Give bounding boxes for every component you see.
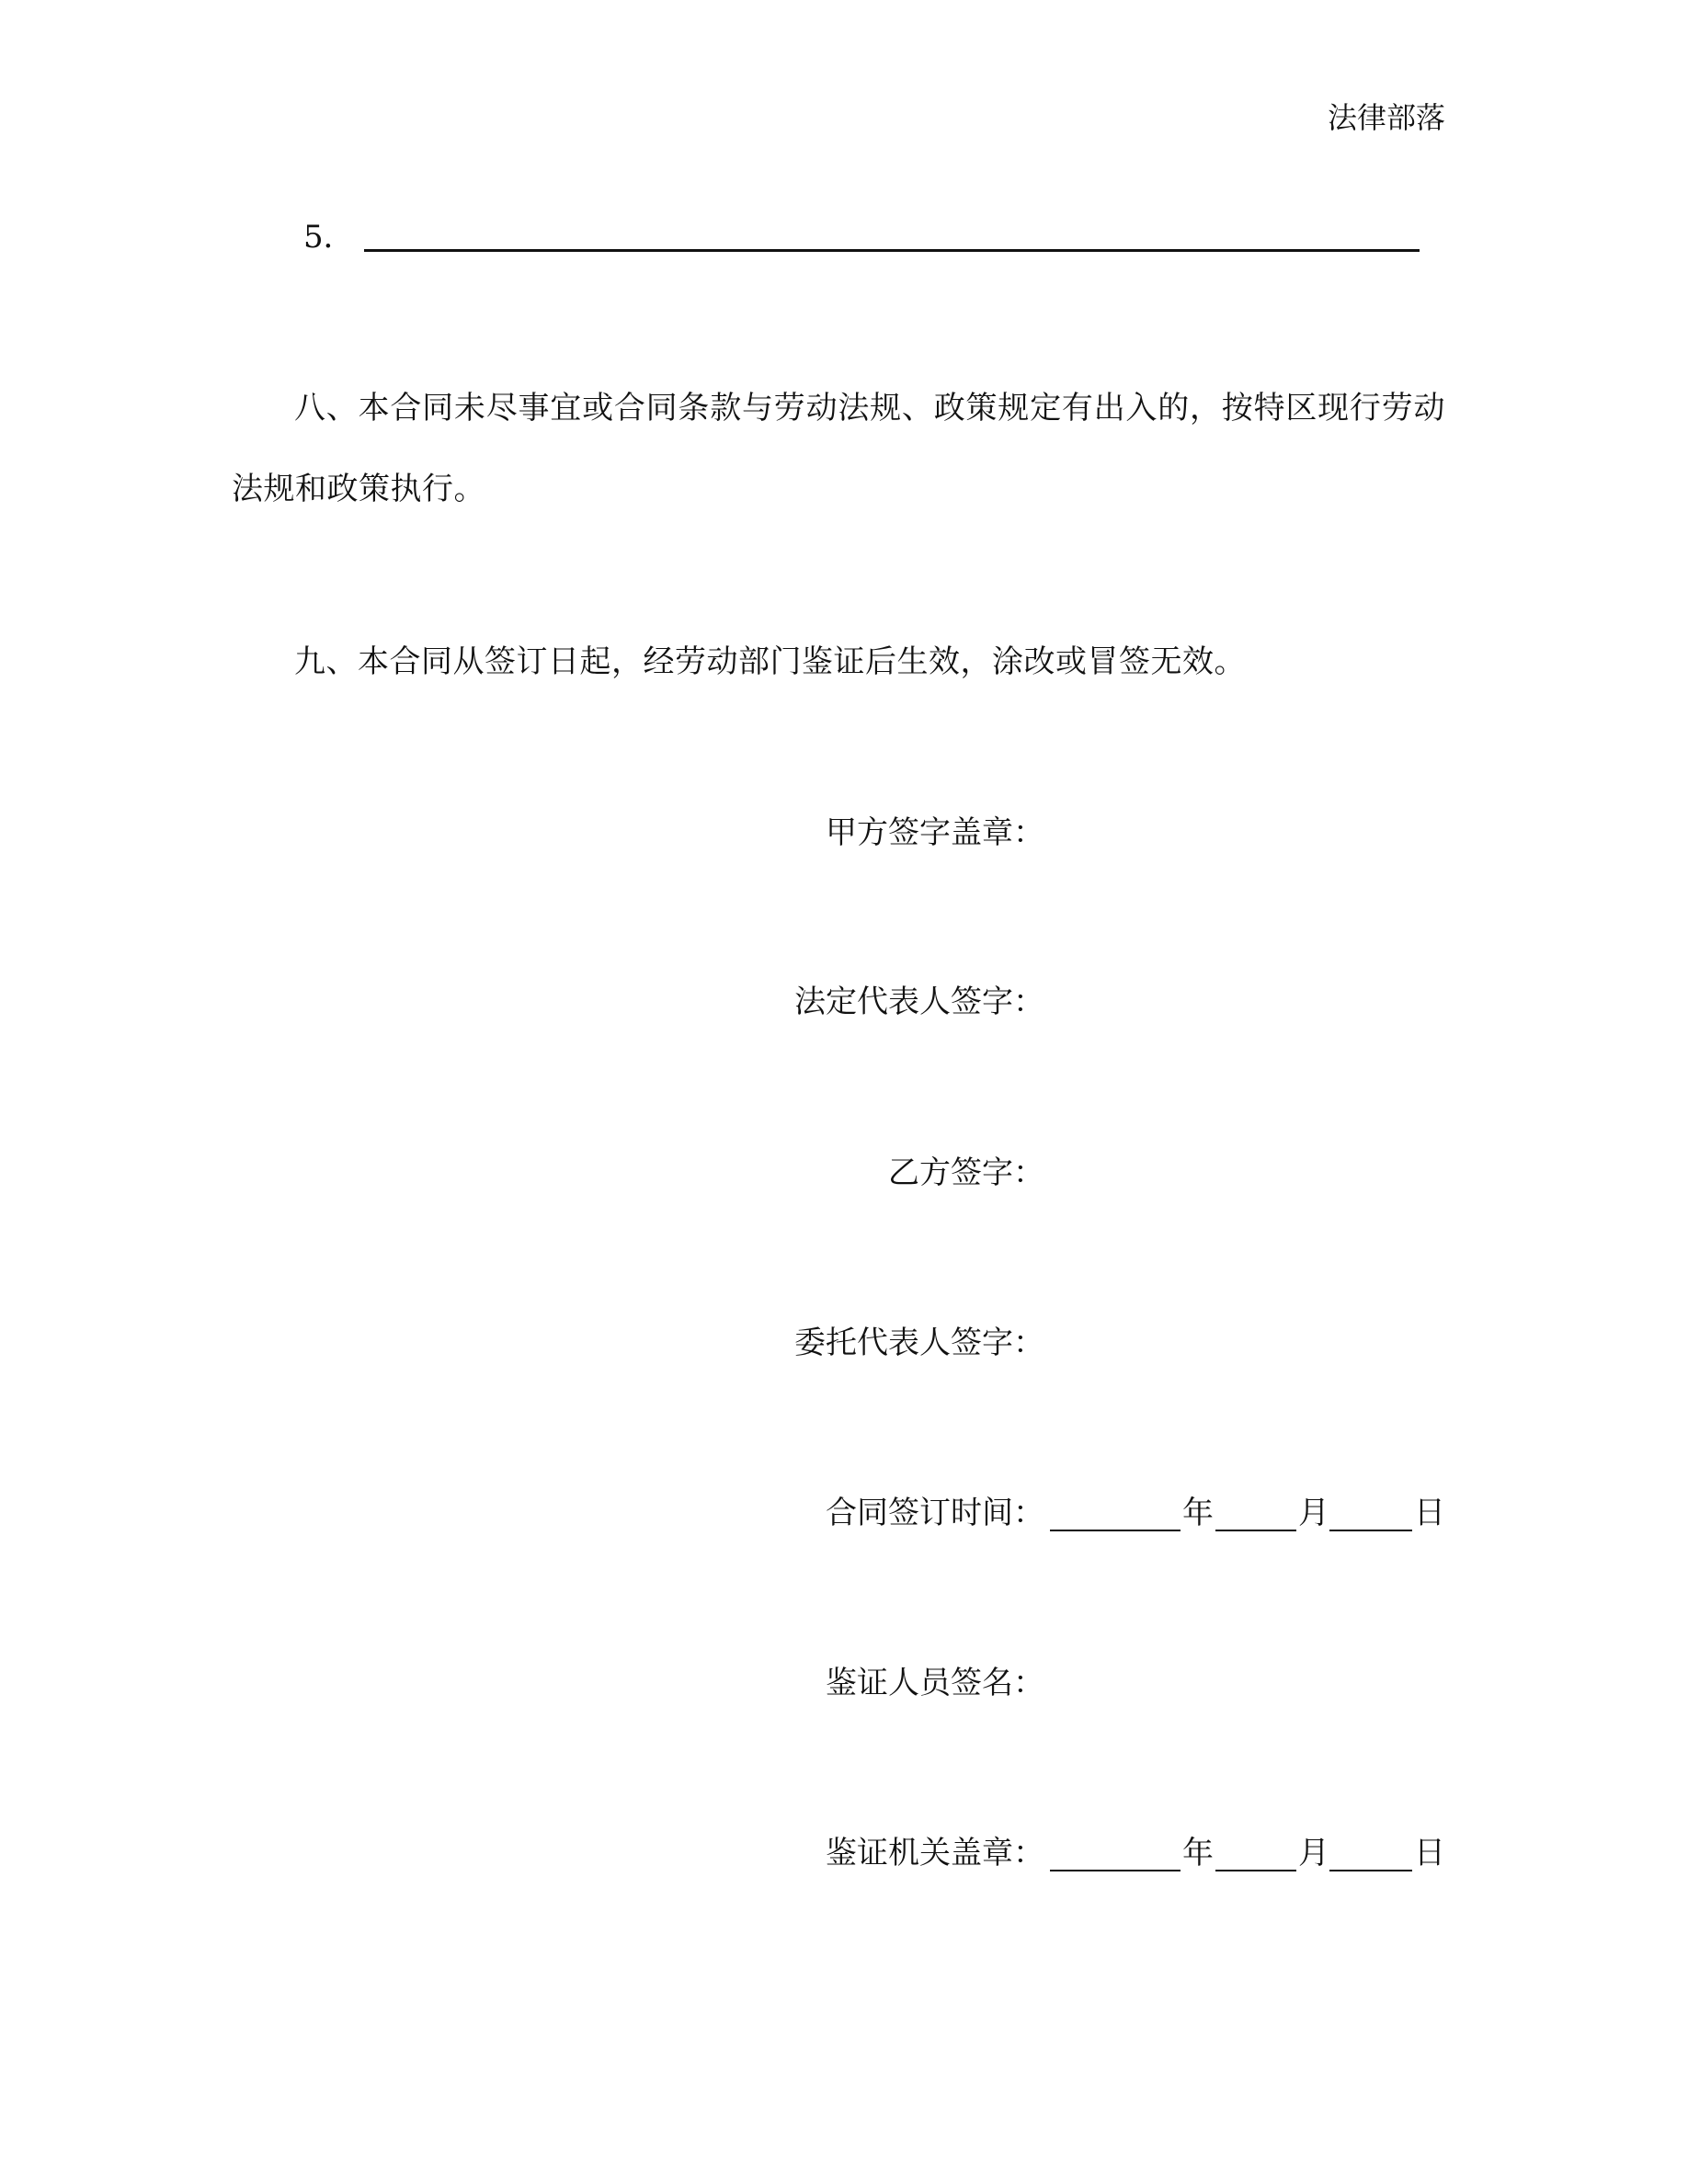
- item-5-number: 5．: [303, 219, 355, 256]
- authority-seal-label: 鉴证机关盖章：: [826, 1835, 1044, 1871]
- sign-date-year-blank: [1050, 1530, 1180, 1531]
- authority-date-year-unit: 年: [1182, 1835, 1214, 1871]
- clause-9: 九、本合同从签订日起，经劳动部门鉴证后生效，涂改或冒签无效。: [294, 643, 1246, 680]
- sign-date-label: 合同签订时间：: [826, 1495, 1044, 1531]
- party-a-signature-label: 甲方签字盖章：: [826, 814, 1044, 851]
- authority-date-year-blank: [1050, 1870, 1180, 1871]
- sign-date-month-unit: 月: [1298, 1495, 1329, 1531]
- authority-date-fields: [1050, 1831, 1445, 1875]
- authority-date-month-unit: 月: [1298, 1835, 1329, 1871]
- sign-date-day-blank: [1329, 1530, 1412, 1531]
- sign-date-month-blank: [1215, 1530, 1296, 1531]
- authority-date-day-blank: [1329, 1870, 1412, 1871]
- authority-date-month-blank: [1215, 1870, 1296, 1871]
- sign-date-year-unit: 年: [1182, 1495, 1214, 1531]
- clause-8: 八、本合同未尽事宜或合同条款与劳动法规、政策规定有出入的，按特区现行劳动法规和政策执行。: [232, 390, 1445, 507]
- header-label: 法律部落: [1327, 100, 1445, 135]
- entrusted-rep-signature-label: 委托代表人签字：: [794, 1325, 1044, 1361]
- sign-date-day-unit: 日: [1414, 1495, 1445, 1531]
- legal-rep-signature-label: 法定代表人签字：: [794, 984, 1044, 1020]
- party-b-signature-label: 乙方签字：: [888, 1155, 1044, 1191]
- sign-date-fields: [1050, 1491, 1445, 1535]
- item-5-blank-line: [364, 249, 1420, 252]
- authority-date-day-unit: 日: [1414, 1835, 1445, 1871]
- verifier-signature-label: 鉴证人员签名：: [826, 1665, 1044, 1701]
